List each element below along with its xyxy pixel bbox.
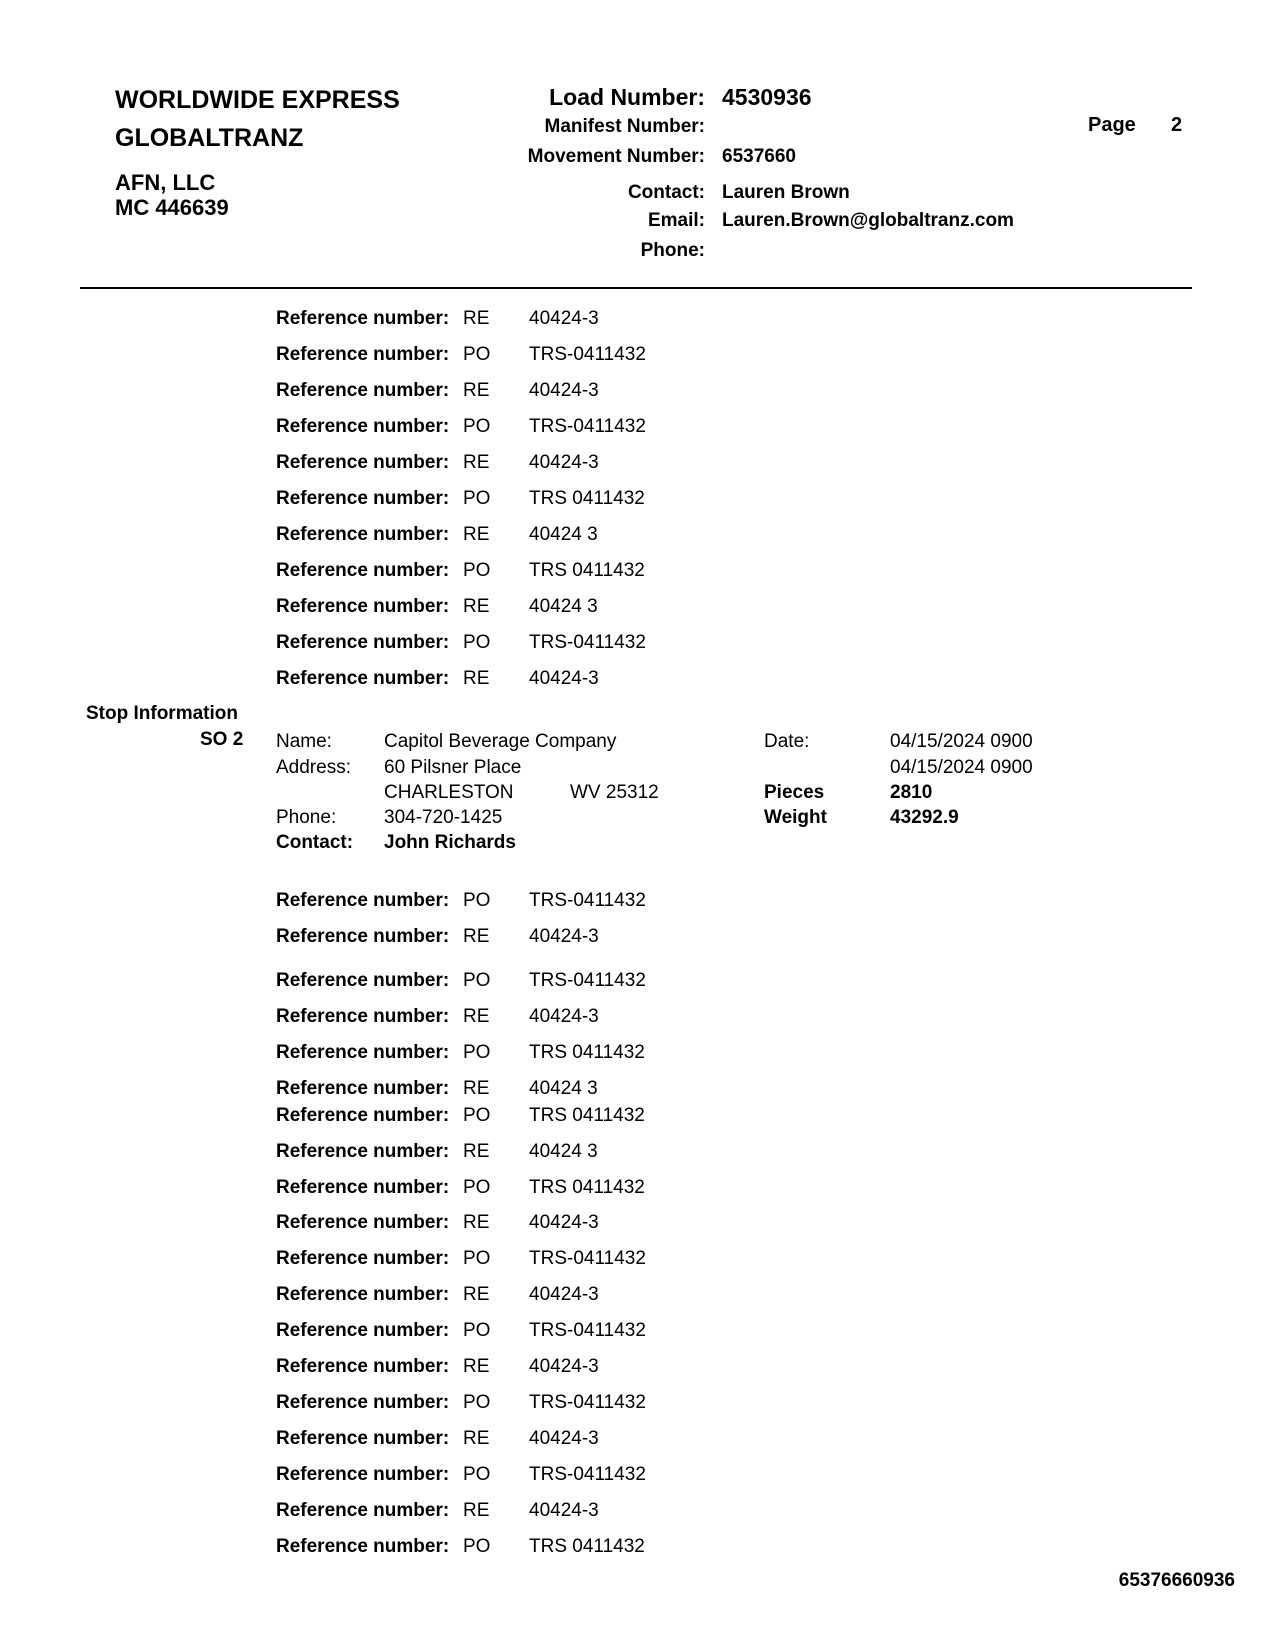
reference-label: Reference number:	[276, 1536, 450, 1557]
reference-value: 40424 3	[529, 1078, 598, 1099]
reference-value: TRS 0411432	[529, 1177, 645, 1198]
stop-contact-label: Contact:	[276, 832, 354, 853]
manifest-number-label: Manifest Number:	[544, 116, 705, 137]
stop-pieces-label: Pieces	[764, 782, 825, 803]
reference-label: Reference number:	[276, 560, 450, 581]
stop-date-1: 04/15/2024 0900	[890, 731, 1033, 752]
reference-label: Reference number:	[276, 416, 450, 437]
reference-label: Reference number:	[276, 1078, 450, 1099]
reference-label: Reference number:	[276, 344, 450, 365]
reference-label: Reference number:	[276, 1006, 450, 1027]
reference-qualifier: RE	[463, 452, 490, 473]
reference-value: TRS-0411432	[529, 344, 646, 365]
reference-value: 40424 3	[529, 596, 598, 617]
reference-qualifier: RE	[463, 524, 490, 545]
load-number-label: Load Number:	[549, 84, 705, 110]
stop-phone: 304-720-1425	[384, 807, 503, 828]
email-value: Lauren.Brown@globaltranz.com	[722, 210, 1014, 231]
reference-qualifier: PO	[463, 1464, 491, 1485]
footer-document-id: 65376660936	[1118, 1570, 1235, 1591]
reference-qualifier: PO	[463, 1248, 491, 1269]
header-divider	[80, 287, 1192, 289]
reference-value: 40424-3	[529, 1212, 599, 1233]
reference-value: 40424-3	[529, 308, 599, 329]
stop-date-label: Date:	[764, 731, 810, 752]
reference-label: Reference number:	[276, 1320, 450, 1341]
reference-qualifier: PO	[463, 560, 491, 581]
reference-qualifier: PO	[463, 344, 491, 365]
reference-value: 40424-3	[529, 380, 599, 401]
contact-label: Contact:	[627, 182, 705, 203]
contact-value: Lauren Brown	[722, 182, 850, 203]
reference-label: Reference number:	[276, 890, 450, 911]
email-label: Email:	[647, 210, 705, 231]
reference-value: 40424 3	[529, 524, 598, 545]
carrier-mc-number: MC 446639	[115, 195, 229, 220]
phone-label: Phone:	[640, 240, 705, 261]
reference-qualifier: RE	[463, 1500, 490, 1521]
reference-label: Reference number:	[276, 1105, 450, 1126]
reference-label: Reference number:	[276, 1212, 450, 1233]
reference-label: Reference number:	[276, 452, 450, 473]
stop-state-zip: WV 25312	[570, 782, 659, 803]
stop-contact: John Richards	[384, 832, 516, 853]
reference-qualifier: PO	[463, 890, 491, 911]
reference-qualifier: RE	[463, 1006, 490, 1027]
reference-qualifier: RE	[463, 668, 490, 689]
load-number-value: 4530936	[722, 84, 812, 110]
stop-city: CHARLESTON	[384, 782, 514, 803]
reference-value: TRS 0411432	[529, 1536, 645, 1557]
reference-label: Reference number:	[276, 596, 450, 617]
reference-label: Reference number:	[276, 524, 450, 545]
reference-qualifier: PO	[463, 1320, 491, 1341]
stop-weight: 43292.9	[890, 807, 959, 828]
movement-number-label: Movement Number:	[527, 146, 705, 167]
page-number: 2	[1171, 114, 1183, 136]
reference-value: 40424-3	[529, 1356, 599, 1377]
reference-value: TRS 0411432	[529, 488, 645, 509]
reference-qualifier: RE	[463, 1428, 490, 1449]
reference-qualifier: RE	[463, 1078, 490, 1099]
reference-label: Reference number:	[276, 308, 450, 329]
reference-label: Reference number:	[276, 970, 450, 991]
reference-label: Reference number:	[276, 632, 450, 653]
stop-name-label: Name:	[276, 731, 332, 752]
reference-label: Reference number:	[276, 1141, 450, 1162]
reference-qualifier: PO	[463, 632, 491, 653]
reference-value: 40424-3	[529, 452, 599, 473]
reference-value: TRS 0411432	[529, 1105, 645, 1126]
stop-address-line1: 60 Pilsner Place	[384, 757, 522, 778]
movement-number-value: 6537660	[722, 146, 796, 167]
reference-label: Reference number:	[276, 1392, 450, 1413]
reference-value: 40424-3	[529, 668, 599, 689]
reference-value: TRS-0411432	[529, 632, 646, 653]
reference-label: Reference number:	[276, 1356, 450, 1377]
reference-value: TRS 0411432	[529, 560, 645, 581]
page-label: Page	[1088, 114, 1136, 136]
reference-value: 40424-3	[529, 926, 599, 947]
reference-qualifier: RE	[463, 308, 490, 329]
stop-id: SO 2	[200, 729, 244, 750]
reference-label: Reference number:	[276, 1464, 450, 1485]
reference-label: Reference number:	[276, 926, 450, 947]
reference-label: Reference number:	[276, 1177, 450, 1198]
reference-qualifier: RE	[463, 596, 490, 617]
carrier-name: AFN, LLC	[115, 170, 216, 195]
reference-qualifier: PO	[463, 970, 491, 991]
reference-qualifier: PO	[463, 1536, 491, 1557]
company-name-line2: GLOBALTRANZ	[115, 124, 304, 152]
reference-label: Reference number:	[276, 1248, 450, 1269]
reference-label: Reference number:	[276, 1428, 450, 1449]
reference-qualifier: RE	[463, 380, 490, 401]
reference-qualifier: PO	[463, 416, 491, 437]
reference-value: 40424-3	[529, 1006, 599, 1027]
reference-value: TRS-0411432	[529, 1464, 646, 1485]
stop-section-title: Stop Information	[86, 703, 238, 724]
reference-value: TRS 0411432	[529, 1042, 645, 1063]
reference-qualifier: PO	[463, 1177, 491, 1198]
reference-qualifier: PO	[463, 1105, 491, 1126]
reference-qualifier: PO	[463, 488, 491, 509]
reference-value: TRS-0411432	[529, 970, 646, 991]
reference-value: 40424-3	[529, 1428, 599, 1449]
company-name-line1: WORLDWIDE EXPRESS	[115, 86, 400, 114]
reference-value: TRS-0411432	[529, 1320, 646, 1341]
reference-value: TRS-0411432	[529, 1392, 646, 1413]
stop-pieces: 2810	[890, 782, 933, 803]
reference-label: Reference number:	[276, 668, 450, 689]
stop-name: Capitol Beverage Company	[384, 731, 617, 752]
reference-value: TRS-0411432	[529, 1248, 646, 1269]
reference-qualifier: RE	[463, 1284, 490, 1305]
reference-qualifier: RE	[463, 1212, 490, 1233]
reference-label: Reference number:	[276, 1500, 450, 1521]
stop-weight-label: Weight	[764, 807, 827, 828]
reference-qualifier: RE	[463, 926, 490, 947]
stop-phone-label: Phone:	[276, 807, 337, 828]
reference-value: TRS-0411432	[529, 416, 646, 437]
reference-label: Reference number:	[276, 380, 450, 401]
reference-value: 40424 3	[529, 1141, 598, 1162]
reference-value: TRS-0411432	[529, 890, 646, 911]
reference-label: Reference number:	[276, 1042, 450, 1063]
reference-value: 40424-3	[529, 1284, 599, 1305]
stop-date-2: 04/15/2024 0900	[890, 757, 1033, 778]
reference-qualifier: RE	[463, 1141, 490, 1162]
reference-qualifier: RE	[463, 1356, 490, 1377]
stop-address-label: Address:	[276, 757, 351, 778]
reference-qualifier: PO	[463, 1042, 491, 1063]
reference-qualifier: PO	[463, 1392, 491, 1413]
reference-label: Reference number:	[276, 488, 450, 509]
reference-label: Reference number:	[276, 1284, 450, 1305]
reference-value: 40424-3	[529, 1500, 599, 1521]
